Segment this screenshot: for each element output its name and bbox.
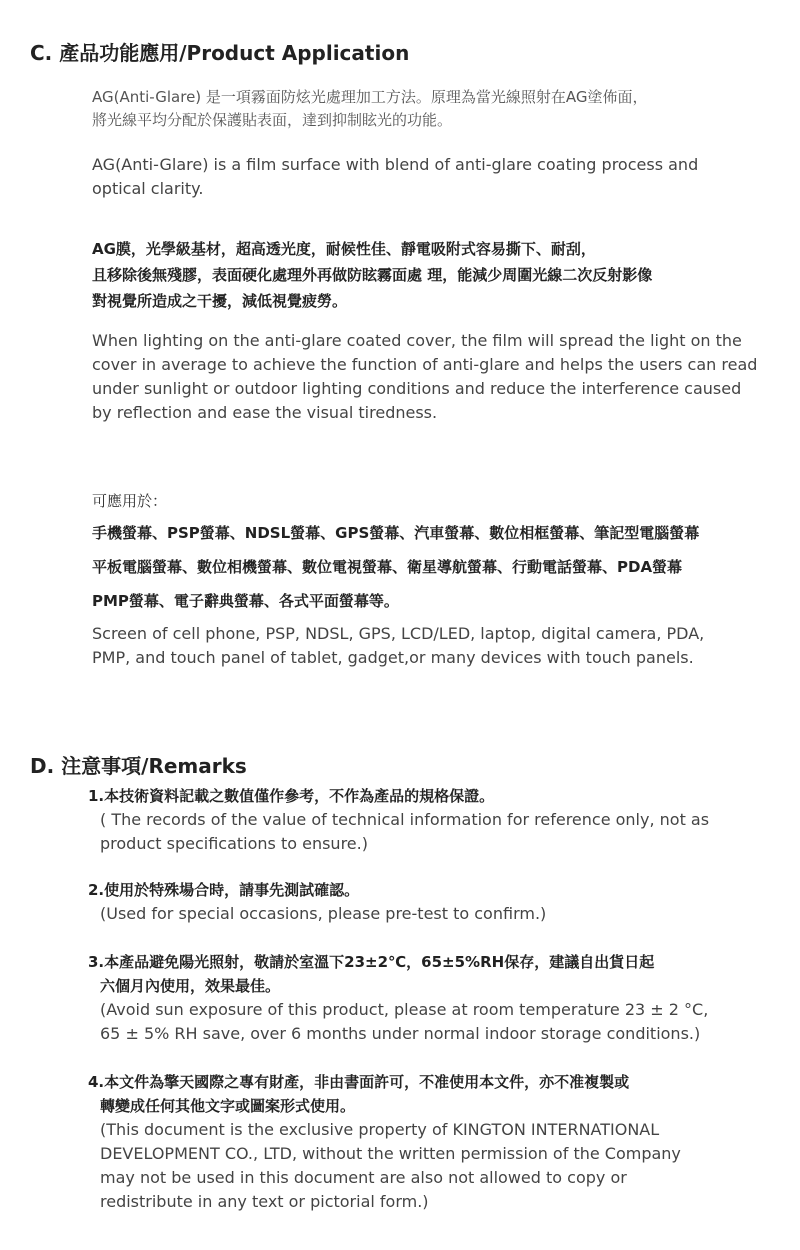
applicable-zh <box>92 516 699 618</box>
applicable-en-line: Screen of cell phone, PSP, NDSL, GPS, LCD/LED, laptop, digital camera, PDA, <box>92 624 705 643</box>
applicable-en-line: PMP, and touch panel of tablet, gadget,or many devices with touch panels. <box>92 648 694 667</box>
ag-intro-en-line: AG(Anti-Glare) is a film surface with blend of anti-glare coating process and <box>92 155 699 174</box>
ag-intro-zh-line: AG(Anti-Glare) 是一項霧面防炫光處理加工方法。原理為當光線照射在AG塗佈面， <box>92 88 648 106</box>
remark-zh-line: 轉變成任何其他文字或圖案形式使用。 <box>100 1097 356 1115</box>
applicable-label: 可應用於： <box>92 492 168 510</box>
features-en-line: by reflection and ease the visual tiredness. <box>92 403 438 422</box>
remark-en-line: DEVELOPMENT CO., LTD, without the written permission of the Company <box>100 1144 681 1163</box>
remark-zh-line: 3.本產品避免陽光照射，敬請於室溫下23±2℃，65±5%RH保存，建議自出貨日起 <box>88 953 655 971</box>
features-zh-line: 對視覺所造成之干擾，減低視覺疲勞。 <box>92 292 348 310</box>
applicable-en <box>92 622 704 670</box>
remark-en-line: (Avoid sun exposure of this product, please at room temperature 23 ± 2 °C, <box>100 1000 709 1019</box>
remark-en-line: product specifications to ensure.) <box>100 834 368 853</box>
features-en <box>92 329 757 425</box>
ag-intro-en-line: optical clarity. <box>92 179 204 198</box>
ag-intro-zh-line: 將光線平均分配於保護貼表面，達到抑制眩光的功能。 <box>92 111 453 129</box>
ag-intro-en <box>92 153 698 201</box>
remark-zh-line: 4.本文件為擎天國際之專有財產，非由書面許可，不准使用本文件，亦不准複製或 <box>88 1073 630 1091</box>
applicable-zh-line: PMP螢幕、電子辭典螢幕、各式平面螢幕等。 <box>92 592 399 610</box>
features-zh-line: 且移除後無殘膠，表面硬化處理外再做防眩霧面處 理，能減少周圍光線二次反射影像 <box>92 266 653 284</box>
remark-zh-line: 六個月內使用，效果最佳。 <box>100 977 281 995</box>
remark-zh-line: 1.本技術資料記載之數值僅作參考，不作為產品的規格保證。 <box>88 787 495 805</box>
features-en-line: cover in average to achieve the function of anti-glare and helps the users can read <box>92 355 758 374</box>
remark-en-line: may not be used in this document are also not allowed to copy or <box>100 1168 627 1187</box>
ag-intro-zh <box>92 86 648 132</box>
features-zh <box>92 236 652 314</box>
section-c-title: C. 產品功能應用/Product Application <box>30 41 410 65</box>
applicable-zh-line: 手機螢幕、PSP螢幕、NDSL螢幕、GPS螢幕、汽車螢幕、數位相框螢幕、筆記型電腦螢幕 <box>92 524 700 542</box>
features-en-line: under sunlight or outdoor lighting conditions and reduce the interference caused <box>92 379 742 398</box>
remark-en-line: redistribute in any text or pictorial form.) <box>100 1192 429 1211</box>
remark-1 <box>88 784 709 856</box>
remark-2 <box>88 878 546 926</box>
remark-en-line: 65 ± 5% RH save, over 6 months under normal indoor storage conditions.) <box>100 1024 701 1043</box>
applicable-zh-line: 平板電腦螢幕、數位相機螢幕、數位電視螢幕、衛星導航螢幕、行動電話螢幕、PDA螢幕 <box>92 558 683 576</box>
remark-4 <box>88 1070 681 1214</box>
remark-en-line: (This document is the exclusive property of KINGTON INTERNATIONAL <box>100 1120 660 1139</box>
section-d-title: D. 注意事項/Remarks <box>30 754 247 778</box>
remark-zh-line: 2.使用於特殊場合時，請事先測試確認。 <box>88 881 360 899</box>
features-en-line: When lighting on the anti-glare coated cover, the film will spread the light on the <box>92 331 742 350</box>
features-zh-line: AG膜，光學級基材，超高透光度，耐候性佳、靜電吸附式容易撕下、耐刮， <box>92 240 596 258</box>
remark-en-line: (Used for special occasions, please pre-test to confirm.) <box>100 904 547 923</box>
remark-en-line: ( The records of the value of technical information for reference only, not as <box>100 810 710 829</box>
remark-3 <box>88 950 708 1046</box>
